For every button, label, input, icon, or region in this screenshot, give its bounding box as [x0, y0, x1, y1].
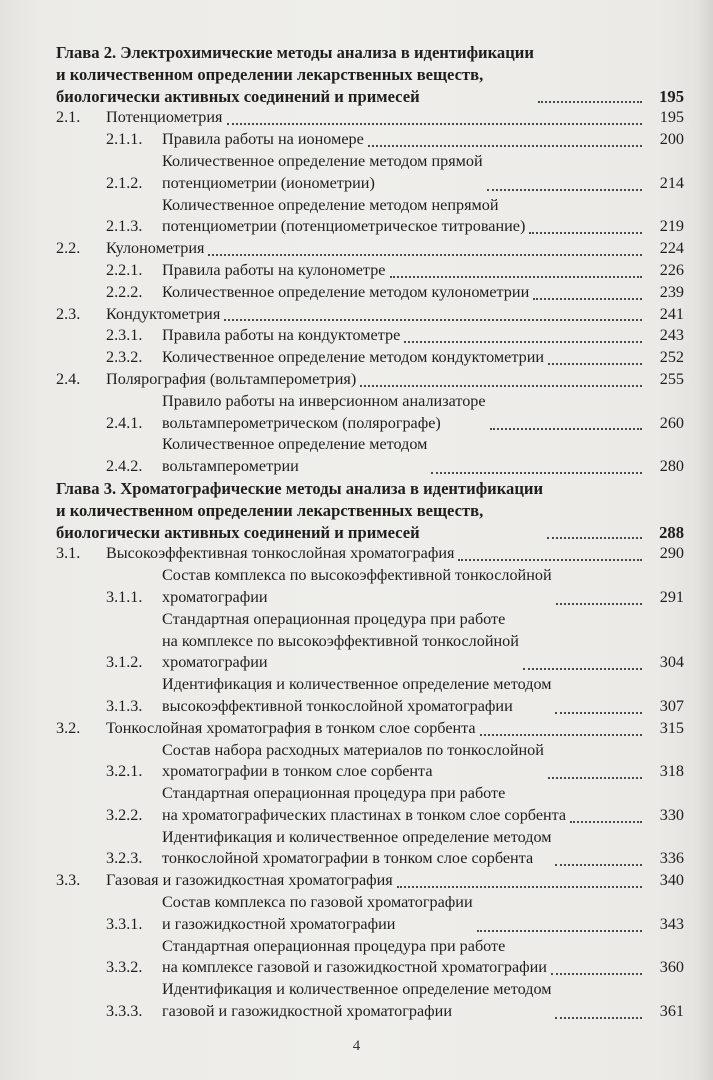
- toc-page-number: 280: [659, 457, 684, 476]
- toc-entry[interactable]: [56, 304, 684, 326]
- toc-page-number: 195: [659, 86, 684, 106]
- toc-entry-title-line: на комплексе газовой и газожидкостной хроматографии: [162, 958, 547, 977]
- toc-entry-title-line: Идентификация и количественное определение методом: [162, 980, 552, 999]
- dot-leader: [458, 559, 642, 561]
- toc-entry-number: 3.2.: [56, 718, 81, 737]
- toc-entry-title-line: Состав набора расходных материалов по тонкослойной: [162, 740, 544, 759]
- toc-entry-title: [162, 151, 483, 195]
- toc-entry[interactable]: [56, 434, 684, 478]
- toc-entry-number: 3.3.1.: [106, 914, 143, 933]
- toc-page-number: 226: [659, 260, 684, 279]
- toc-entry-number: 2.4.1.: [106, 413, 143, 432]
- toc-entry-title-line: Кондуктометрия: [106, 304, 221, 323]
- dot-leader: [224, 319, 642, 321]
- toc-entry-title-line: Количественное определение методом кулонометрии: [162, 282, 530, 301]
- dot-leader: [551, 973, 642, 975]
- toc-entry-title: [162, 827, 551, 871]
- toc-entry[interactable]: [56, 107, 684, 129]
- toc-entry-title: [162, 347, 544, 369]
- toc-entry[interactable]: [56, 347, 684, 369]
- toc-entry-title-line: Правила работы на кондуктометре: [162, 326, 401, 345]
- page-number: 4: [352, 1038, 361, 1054]
- dot-leader: [547, 537, 642, 539]
- toc-entry[interactable]: [56, 325, 684, 347]
- toc-page-number: 288: [659, 522, 684, 542]
- toc-entry-title: [162, 740, 544, 784]
- toc-entry-title-line: Состав комплекса по высокоэффективной тонкослойной: [162, 566, 552, 585]
- toc-entry[interactable]: [56, 718, 684, 740]
- dot-leader: [487, 189, 642, 191]
- toc-entry-title: [162, 565, 552, 609]
- toc-entry-title: [162, 434, 427, 478]
- toc-entry-title-line: хроматографии в тонком слое сорбента: [162, 762, 433, 781]
- toc-entry-title-line: Количественное определение методом: [162, 435, 428, 454]
- dot-leader: [529, 232, 642, 234]
- toc-page-number: 307: [659, 696, 684, 715]
- toc-entry[interactable]: [56, 892, 684, 936]
- toc-entry-title-line: Газовая и газожидкостная хроматография: [106, 871, 393, 890]
- toc-entry-title-line: вольтамперометрии: [162, 457, 299, 476]
- toc-entry[interactable]: [56, 740, 684, 784]
- toc-entry[interactable]: [56, 238, 684, 260]
- toc-page-number: 315: [659, 718, 684, 737]
- toc-entry-title: [162, 609, 519, 674]
- toc-entry-title-line: Стандартная операционная процедура при работе: [162, 609, 506, 628]
- toc-entry-number: 2.1.: [56, 108, 81, 127]
- toc-entry-title-line: тонкослойной хроматографии в тонком слое сорбента: [162, 849, 534, 868]
- toc-entry-title-line: Кулонометрия: [106, 239, 205, 258]
- toc-entry[interactable]: [56, 543, 684, 565]
- toc-entry-number: 2.1.1.: [106, 130, 143, 149]
- toc-entry-title-line: потенциометрии (потенциометрическое титрование): [162, 217, 526, 236]
- dot-leader: [368, 145, 642, 147]
- toc-page-number: 239: [659, 282, 684, 301]
- toc-entry-number: 2.3.1.: [106, 326, 143, 345]
- toc-entry-number: 3.3.2.: [106, 958, 143, 977]
- toc-entry-title-line: Правила работы на иономере: [162, 130, 364, 149]
- toc-entry-number: 2.2.1.: [106, 260, 143, 279]
- dot-leader: [431, 472, 642, 474]
- toc-entry-number: 3.2.2.: [106, 805, 143, 824]
- toc-page-number: 224: [659, 239, 684, 258]
- toc-entry-title-line: Стандартная операционная процедура при работе: [162, 936, 506, 955]
- toc-page-number: 200: [659, 130, 684, 149]
- dot-leader: [404, 341, 642, 343]
- toc-chapter-entry[interactable]: [56, 42, 684, 107]
- toc-page-number: 318: [659, 762, 684, 781]
- toc-entry-title: [106, 718, 476, 740]
- toc-entry-number: 3.1.3.: [106, 696, 143, 715]
- toc-entry-number: 2.3.: [56, 304, 81, 323]
- toc-entry-title-line: высокоэффективной тонкослойной хроматографии: [162, 696, 513, 715]
- toc-entry-title: [162, 783, 566, 827]
- toc-entry[interactable]: [56, 827, 684, 871]
- toc-entry-title: [162, 282, 529, 304]
- toc-entry-title: [162, 674, 551, 718]
- toc-entry-title: [162, 325, 400, 347]
- toc-entry-title-line: на комплексе по высокоэффективной тонкослойной: [162, 631, 519, 650]
- toc-entry-title-line: Идентификация и количественное определение методом: [162, 675, 552, 694]
- toc-entry-title-line: Правило работы на инверсионном анализаторе: [162, 391, 486, 410]
- dot-leader: [390, 276, 643, 278]
- toc-entry-title: [106, 543, 454, 565]
- toc-entry-number: 2.4.: [56, 369, 81, 388]
- toc-entry-number: 3.2.1.: [106, 762, 143, 781]
- toc-entry-title-line: Стандартная операционная процедура при работе: [162, 784, 506, 803]
- toc-entry-number: 3.3.: [56, 871, 81, 890]
- dot-leader: [555, 712, 642, 714]
- dot-leader: [477, 930, 642, 932]
- toc-entry-number: 2.3.2.: [106, 348, 143, 367]
- toc-entry-title-line: хроматографии: [162, 587, 268, 606]
- toc-page-number: 291: [659, 587, 684, 606]
- toc-entry[interactable]: [56, 936, 684, 980]
- toc-entry-title: [162, 195, 525, 239]
- toc-entry[interactable]: [56, 195, 684, 239]
- toc-entry-title-line: вольтамперометрическом (полярографе): [162, 413, 441, 432]
- toc-entry[interactable]: [56, 783, 684, 827]
- toc-page-number: 343: [659, 914, 684, 933]
- toc-entry-title-line: Глава 2. Электрохимические методы анализа в идентификации: [56, 43, 534, 62]
- toc-entry[interactable]: [56, 129, 684, 151]
- toc-entry-number: 3.1.2.: [106, 653, 143, 672]
- toc-entry-title-line: хроматографии: [162, 653, 268, 672]
- toc-entry[interactable]: [56, 674, 684, 718]
- toc-entry[interactable]: [56, 151, 684, 195]
- toc-entry-number: 2.2.2.: [106, 282, 143, 301]
- toc-page-number: 260: [659, 413, 684, 432]
- toc-entry-title-line: Количественное определение методом прямой: [162, 151, 483, 170]
- toc-entry-title: [162, 979, 551, 1023]
- toc-entry-title-line: Количественное определение методом непрямой: [162, 195, 499, 214]
- toc-entry-title-line: и количественном определении лекарственных веществ,: [56, 500, 484, 520]
- toc-entry-number: 3.1.1.: [106, 587, 143, 606]
- toc-entry[interactable]: [56, 391, 684, 435]
- toc-entry-title-line: биологически активных соединений и примесей: [56, 522, 420, 542]
- toc-entry-number: 2.2.: [56, 239, 81, 258]
- toc-page-number: 336: [659, 849, 684, 868]
- toc-entry-number: 3.1.: [56, 544, 81, 563]
- toc-entry-title: [106, 870, 393, 892]
- toc-entry-number: 2.1.2.: [106, 173, 143, 192]
- toc-entry[interactable]: [56, 565, 684, 609]
- dot-leader: [570, 821, 642, 823]
- toc-entry-title-line: биологически активных соединений и примесей: [56, 86, 420, 106]
- dot-leader: [490, 428, 642, 430]
- toc-entry-title-line: Идентификация и количественное определение методом: [162, 827, 552, 846]
- dot-leader: [555, 864, 642, 866]
- toc-page-number: 195: [659, 108, 684, 127]
- toc-page-number: 214: [659, 173, 684, 192]
- toc-entry-title: [56, 478, 543, 543]
- dot-leader: [360, 385, 642, 387]
- toc-entry-title-line: Полярография (вольтамперометрия): [106, 369, 357, 388]
- dot-leader: [523, 668, 642, 670]
- toc-entry-title-line: и количественном определении лекарственных веществ,: [56, 64, 484, 84]
- table-of-contents: [56, 42, 684, 1023]
- toc-entry[interactable]: [56, 609, 684, 674]
- toc-page-number: 219: [659, 217, 684, 236]
- toc-entry-number: 3.2.3.: [106, 849, 143, 868]
- toc-entry-title: [162, 129, 364, 151]
- toc-entry-title-line: Правила работы на кулонометре: [162, 260, 386, 279]
- toc-entry-title-line: Состав комплекса по газовой хроматографии: [162, 893, 473, 912]
- toc-entry-title: [162, 936, 547, 980]
- toc-entry-title-line: на хроматографических пластинах в тонком слое сорбента: [162, 805, 567, 824]
- toc-entry-number: 3.3.3.: [106, 1002, 143, 1021]
- dot-leader: [397, 886, 642, 888]
- toc-page-number: 304: [659, 653, 684, 672]
- dot-leader: [533, 298, 642, 300]
- toc-entry-title: [106, 369, 356, 391]
- dot-leader: [555, 1017, 642, 1019]
- toc-entry[interactable]: [56, 979, 684, 1023]
- toc-page-number: 241: [659, 304, 684, 323]
- toc-entry-title: [162, 391, 486, 435]
- toc-entry-title-line: Потенциометрия: [106, 108, 223, 127]
- toc-page-number: 290: [659, 544, 684, 563]
- toc-entry-title: [162, 260, 386, 282]
- toc-page-number: 361: [659, 1002, 684, 1021]
- toc-entry-title: [106, 304, 220, 326]
- toc-chapter-entry[interactable]: [56, 478, 684, 543]
- toc-entry-title-line: потенциометрии (ионометрии): [162, 173, 375, 192]
- toc-entry-title-line: Высокоэффективная тонкослойная хроматография: [106, 544, 455, 563]
- dot-leader: [548, 777, 642, 779]
- dot-leader: [208, 254, 642, 256]
- dot-leader: [548, 363, 642, 365]
- toc-page-number: 330: [659, 805, 684, 824]
- toc-entry[interactable]: [56, 369, 684, 391]
- toc-entry-title-line: Тонкослойная хроматография в тонком слое сорбента: [106, 718, 476, 737]
- toc-entry-title: [56, 42, 534, 107]
- toc-entry-number: 2.4.2.: [106, 457, 143, 476]
- toc-page-number: 340: [659, 871, 684, 890]
- toc-entry-title-line: Глава 3. Хроматографические методы анализа в идентификации: [56, 478, 544, 498]
- toc-entry-title: [162, 892, 473, 936]
- toc-entry-number: 2.1.3.: [106, 217, 143, 236]
- toc-entry[interactable]: [56, 870, 684, 892]
- dot-leader: [538, 101, 642, 103]
- toc-entry-title: [106, 107, 223, 129]
- dot-leader: [556, 603, 642, 605]
- toc-entry-title: [106, 238, 204, 260]
- toc-entry[interactable]: [56, 260, 684, 282]
- dot-leader: [480, 734, 642, 736]
- toc-entry-title-line: газовой и газожидкостной хроматографии: [162, 1002, 452, 1021]
- toc-page-number: 252: [659, 348, 684, 367]
- toc-page-number: 360: [659, 958, 684, 977]
- page-edge-shadow: [697, 0, 713, 1080]
- toc-entry-title-line: и газожидкостной хроматографии: [162, 914, 396, 933]
- toc-page-number: 243: [659, 326, 684, 345]
- dot-leader: [227, 123, 642, 125]
- toc-entry-title-line: Количественное определение методом кондуктометрии: [162, 348, 545, 367]
- toc-page-number: 255: [659, 369, 684, 388]
- toc-entry[interactable]: [56, 282, 684, 304]
